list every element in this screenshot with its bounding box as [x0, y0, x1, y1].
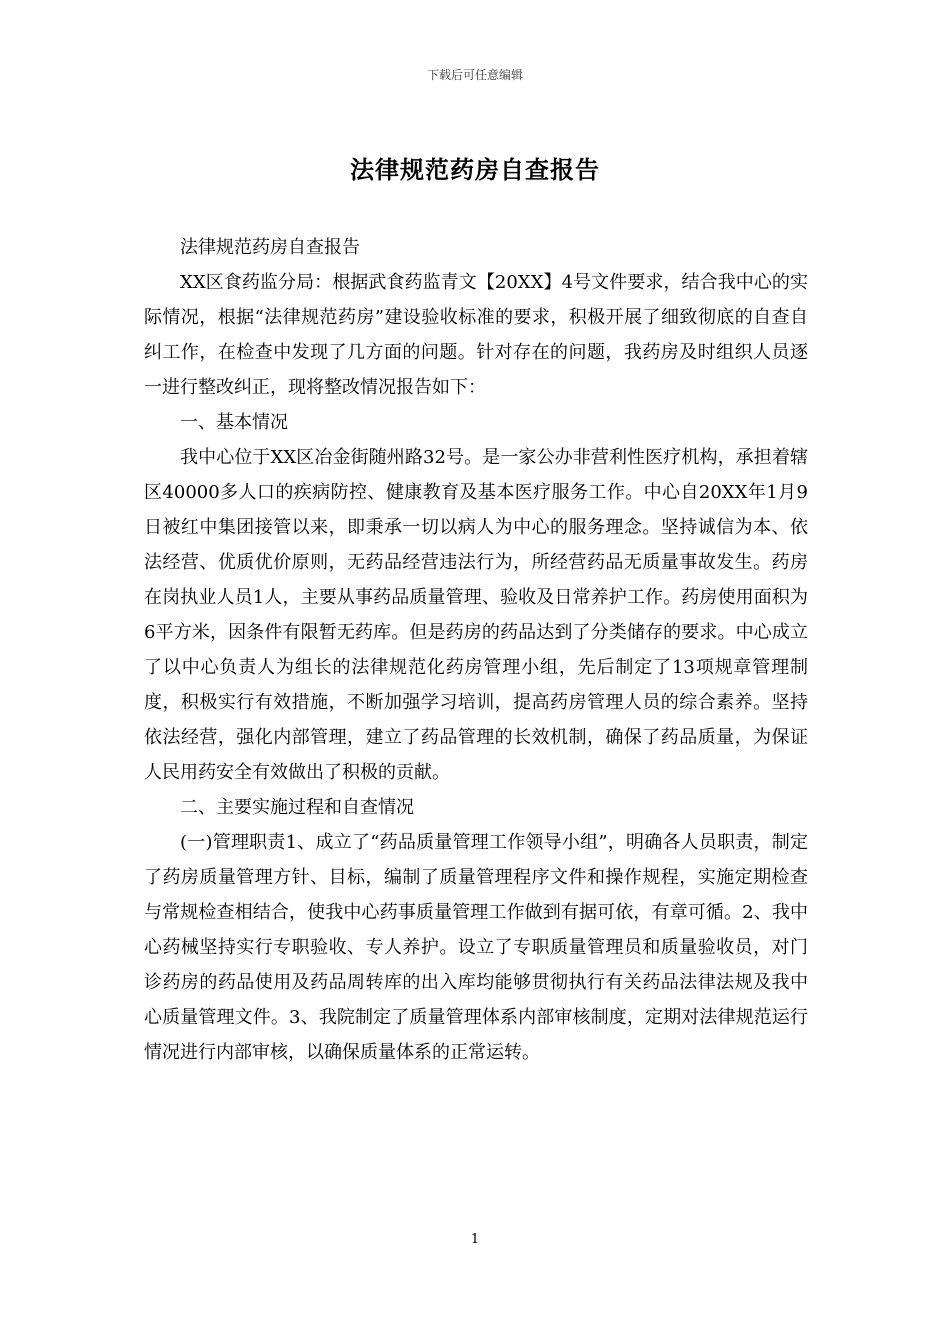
section-heading-basic: 一、基本情况	[180, 412, 288, 433]
paragraph-subtitle: 法律规范药房自查报告	[180, 237, 360, 258]
paragraph-basic-situation: 我中心位于XX区冶金街随州路32号。是一家公办非营利性医疗机构，承担着辖区40000多人口的疾病防控、健康教育及基本医疗服务工作。中心自20XX年1月9日被红中集团接管以来，即秉承一切以病人为中心的服务理念。坚持诚信为本、依法经营、优质优价原则，无药品经营违法行为，所经营药品无质量事故发生。药房在岗执业人员1人，主要从事药品质量管理、验收及日常养护工作。药房使用面积为6平方米，因条件有限暂无药库。但是药房的药品达到了分类储存的要求。中心成立了以中心负责人为组长的法律规范化药房管理小组，先后制定了13项规章管理制度，积极实行有效措施，不断加强学习培训，提高药房管理人员的综合素养。坚持依法经营，强化内部管理，建立了药品管理的长效机制，确保了药品质量，为保证人民用药安全有效做出了积极的贡献。	[144, 447, 808, 783]
section-heading-implementation: 二、主要实施过程和自查情况	[180, 797, 414, 818]
page-number: 1	[470, 1232, 480, 1247]
paragraph-intro: XX区食药监分局：根据武食药监青文【20XX】4号文件要求，结合我中心的实际情况，根据“法律规范药房”建设验收标准的要求，积极开展了细致彻底的自查自纠工作，在检查中发现了几方面的问题。针对存在的问题，我药房及时组织人员逐一进行整改纠正，现将整改情况报告如下：	[144, 272, 808, 398]
document-body	[144, 230, 808, 1070]
paragraph-management-duties: (一)管理职责1、成立了“药品质量管理工作领导小组”，明确各人员职责，制定了药房质量管理方针、目标，编制了质量管理程序文件和操作规程，实施定期检查与常规检查相结合，使我中心药事质量管理工作做到有据可依，有章可循。2、我中心药械坚持实行专职验收、专人养护。设立了专职质量管理员和质量验收员，对门诊药房的药品使用及药品周转库的出入库均能够贯彻执行有关药品法律法规及我中心质量管理文件。3、我院制定了质量管理体系内部审核制度，定期对法律规范运行情况进行内部审核，以确保质量体系的正常运转。	[144, 832, 808, 1063]
header-note: 下载后可任意编辑	[426, 68, 523, 82]
document-title: 法律规范药房自查报告	[350, 155, 600, 184]
